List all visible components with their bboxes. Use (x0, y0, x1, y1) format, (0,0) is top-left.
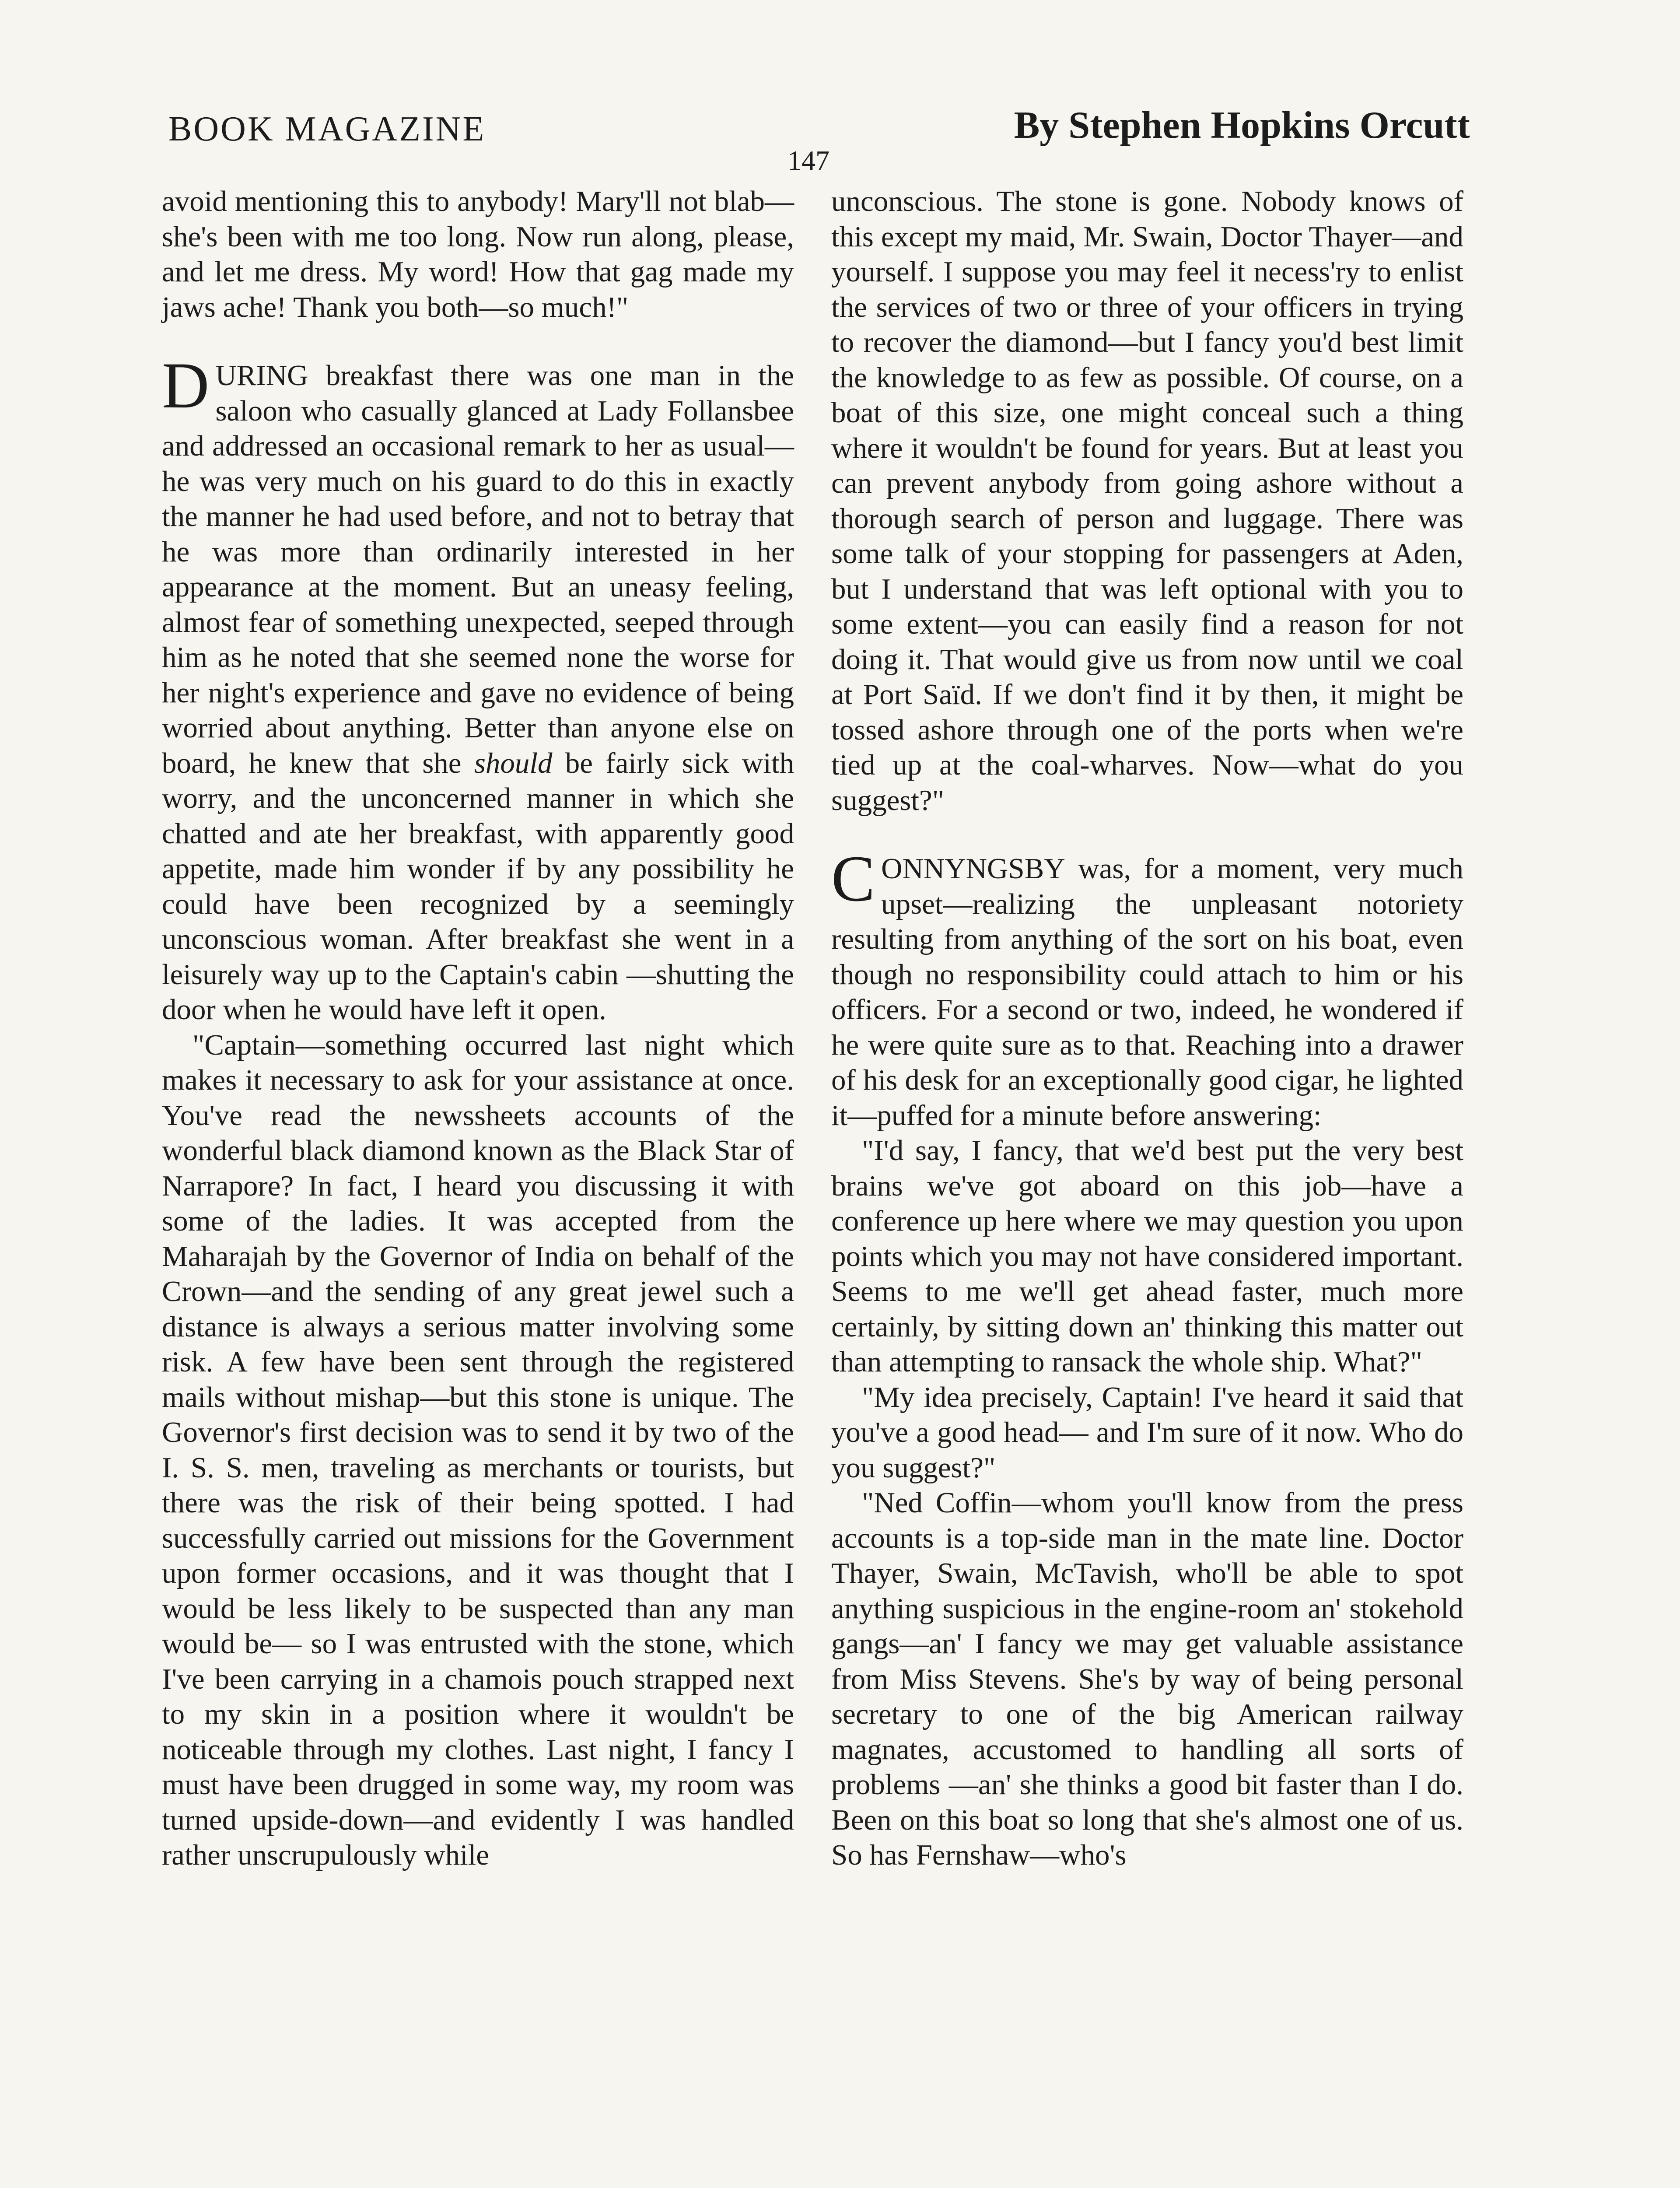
paragraph-text: be fairly sick with worry, and the unconcerned manner in which she chatted and ate her breakfast, with apparently good appetite, made him wonder if by any possibility he could have been recognized by a seemingly unconscious woman. After breakfast she went in a leisurely way up to the Captain's cabin —shutting the door when he would have left it open. (162, 747, 794, 1026)
left-column (162, 184, 794, 1873)
right-column (831, 184, 1463, 1873)
lead-word: ONNYNGSBY (881, 852, 1065, 885)
paragraph: unconscious. The stone is gone. Nobody knows of this except my maid, Mr. Swain, Doctor Thayer—and yourself. I suppose you may feel it necess'ry to enlist the services of two or three of your officers in trying to recover the diamond—but I fancy you'd best limit the knowledge to as few as possible. Of course, on a boat of this size, one might conceal such a thing where it wouldn't be found for years. But at least you can prevent anybody from going ashore without a thorough search of person and luggage. There was some talk of your stopping for passengers at Aden, but I understand that was left optional with you to some extent—you can easily find a reason for not doing it. That would give us from now until we coal at Port Saïd. If we don't find it by then, it might be tossed ashore through one of the ports when we're tied up at the coal-wharves. Now—what do you suggest?" (831, 185, 1463, 817)
paragraph-text: was, for a moment, very much upset—realizing the unpleasant notoriety resulting from anything of the sort on his boat, even though no responsibility could attach to him or his officers. For a second or two, indeed, he wondered if he were quite sure as to that. Reaching into a drawer of his desk for an exceptionally good cigar, he lighted it—puffed for a minute before answering: (831, 852, 1463, 1132)
paragraph: "Ned Coffin—whom you'll know from the press accounts is a top-side man in the mate line. Doctor Thayer, Swain, McTavish, who'll be able to spot anything suspicious in the engine-room an' stokehold gangs—an' I fancy we may get valuable assistance from Miss Stevens. She's by way of being personal secretary to one of the big American railway magnates, accustomed to handling all sorts of problems —an' she thinks a good bit faster than I do. Been on this boat so long that she's almost one of us. So has Fernshaw—who's (831, 1487, 1463, 1871)
paragraph (831, 842, 1463, 1133)
paragraph: "Captain—something occurred last night which makes it necessary to ask for your assistance at once. You've read the newssheets accounts of the wonderful black diamond known as the Black Star of Narrapore? In fact, I heard you discussing it with some of the ladies. It was accepted from the Maharajah by the Governor of India on behalf of the Crown—and the sending of any great jewel such a distance is always a serious matter involving some risk. A few have been sent through the registered mails without mishap—but this stone is unique. The Governor's first decision was to send it by two of the I. S. S. men, traveling as merchants or tourists, but there was the risk of their being spotted. I had successfully carried out missions for the Government upon former occasions, and it was thought that I would be less likely to be suspected than any man would be— so I was entrusted with the stone, which I've been carrying in a chamois pouch strapped next to my skin in a position where it wouldn't be noticeable through my clothes. Last night, I fancy I must have been drugged in some way, my room was turned upside-down—and evidently I was handled rather unscrupulously while (162, 1028, 794, 1871)
paragraph-text: breakfast there was one man in the saloon who casually glanced at Lady Follansbee and addressed an occasional remark to her as usual—he was very much on his guard to do this in exactly the manner he had used before, and not to betray that he was more than ordinarily interested in her appearance at the moment. But an uneasy feeling, almost fear of something unexpected, seeped through him as he noted that she seemed none the worse for her night's experience and gave no evidence of being worried about anything. Better than anyone else on board, he knew that she (162, 359, 794, 779)
paragraph: "My idea precisely, Captain! I've heard it said that you've a good head— and I'm sure of it now. Who do you suggest?" (831, 1381, 1463, 1484)
lead-word: URING (215, 359, 308, 392)
emphasized-word: should (474, 747, 553, 779)
paragraph (162, 349, 794, 1027)
drop-cap: C (831, 842, 875, 915)
author-byline: By Stephen Hopkins Orcutt (1014, 104, 1470, 147)
page-number: 147 (788, 145, 830, 176)
drop-cap: D (162, 349, 210, 422)
magazine-title: BOOK MAGAZINE (168, 110, 486, 148)
paragraph: "I'd say, I fancy, that we'd best put the very best brains we've got aboard on this job—have a conference up here where we may question you upon points which you may not have considered important. Seems to me we'll get ahead faster, much more certainly, by sitting down an' thinking this matter out than attempting to ransack the whole ship. What?" (831, 1134, 1463, 1378)
paragraph: avoid mentioning this to anybody! Mary'll not blab—she's been with me too long. Now run along, please, and let me dress. My word! How that gag made my jaws ache! Thank you both—so much!" (162, 185, 794, 323)
